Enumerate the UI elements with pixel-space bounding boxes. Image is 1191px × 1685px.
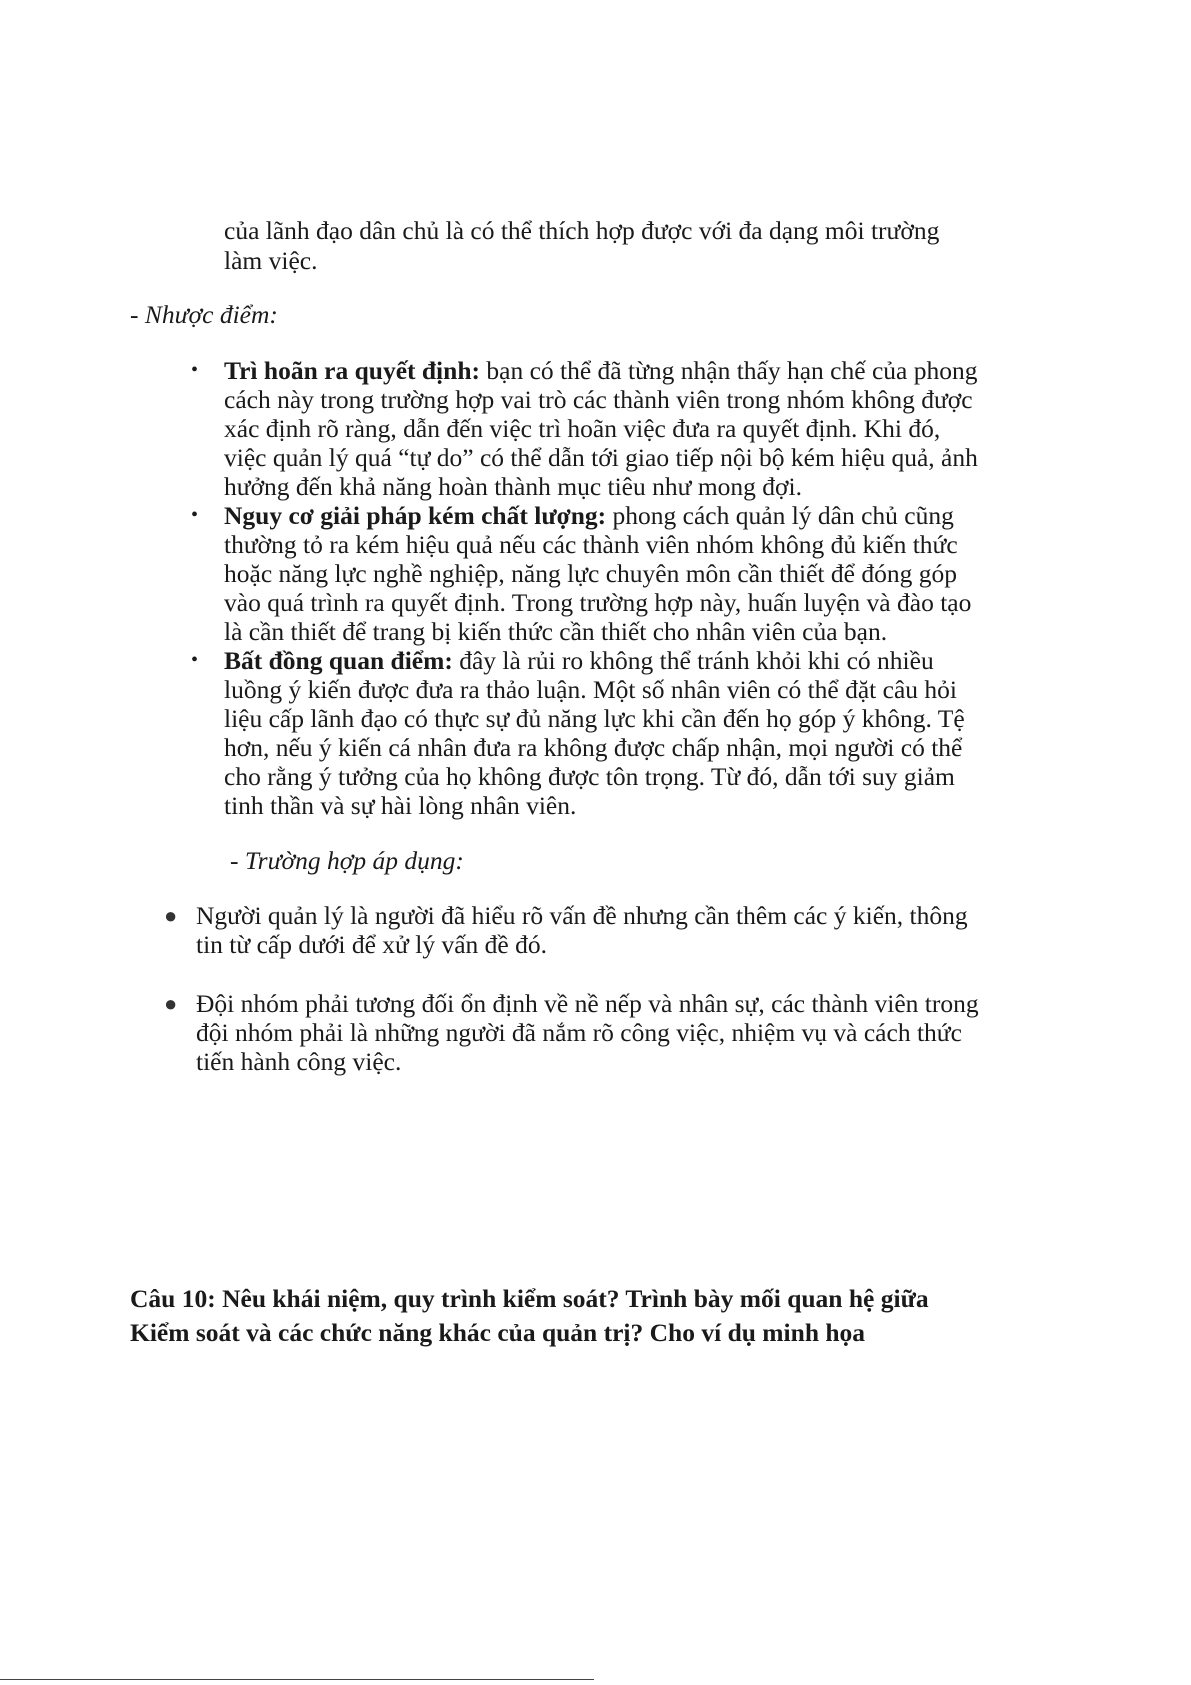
question-heading-line-1: Câu 10: Nêu khái niệm, quy trình kiểm soát? Trình bày mối quan hệ giữa	[130, 1284, 929, 1313]
disadvantage-item-2-title: Nguy cơ giải pháp kém chất lượng:	[224, 501, 607, 530]
disadvantage-item-1-line: cách này trong trường hợp vai trò các thành viên trong nhóm không được	[224, 385, 973, 414]
applicable-item-2-line: tiến hành công việc.	[196, 1047, 402, 1076]
disadvantage-item-3-line: liệu cấp lãnh đạo có thực sự đủ năng lực khi cần đến họ góp ý không. Tệ	[224, 704, 965, 733]
applicable-item-1-line: tin từ cấp dưới để xử lý vấn đề đó.	[196, 930, 547, 959]
disadvantage-item-2-line: vào quá trình ra quyết định. Trong trường hợp này, huấn luyện và đào tạo	[224, 588, 972, 617]
disadvantage-item-1-title: Trì hoãn ra quyết định:	[224, 356, 480, 385]
disadvantage-item-1-text: bạn có thể đã từng nhận thấy hạn chế của phong	[480, 356, 978, 385]
applicable-item-1-line: Người quản lý là người đã hiểu rõ vấn đề nhưng cần thêm các ý kiến, thông	[196, 901, 968, 930]
disadvantage-item-2-text: phong cách quản lý dân chủ cũng	[606, 501, 954, 530]
intro-line-2: làm việc.	[224, 246, 318, 275]
disadvantage-item-2-first-line	[224, 500, 954, 531]
intro-line-1: của lãnh đạo dân chủ là có thể thích hợp được với đa dạng môi trường	[224, 216, 940, 245]
bullet-icon: ●	[164, 903, 178, 928]
bullet-icon: •	[191, 504, 199, 526]
disadvantage-item-3-line: cho rằng ý tưởng của họ không được tôn trọng. Từ đó, dẫn tới suy giảm	[224, 762, 955, 791]
disadvantage-item-3-line: hơn, nếu ý kiến cá nhân đưa ra không được chấp nhận, mọi người có thể	[224, 733, 963, 762]
disadvantages-label: - Nhược điểm:	[130, 300, 278, 329]
disadvantage-item-2-line: hoặc năng lực nghề nghiệp, năng lực chuyên môn cần thiết để đóng góp	[224, 559, 957, 588]
disadvantage-item-2-line: là cần thiết để trang bị kiến thức cần thiết cho nhân viên của bạn.	[224, 617, 888, 646]
bullet-icon: ●	[164, 991, 178, 1016]
disadvantage-item-3-line: luồng ý kiến được đưa ra thảo luận. Một số nhân viên có thể đặt câu hỏi	[224, 675, 957, 704]
applicable-label: - Trường hợp áp dụng:	[230, 846, 464, 875]
question-heading-line-2: Kiểm soát và các chức năng khác của quản trị? Cho ví dụ minh họa	[130, 1318, 866, 1347]
disadvantage-item-1-first-line	[224, 355, 977, 386]
disadvantage-item-1-line: hưởng đến khả năng hoàn thành mục tiêu như mong đợi.	[224, 472, 802, 501]
applicable-item-2-line: đội nhóm phải là những người đã nắm rõ công việc, nhiệm vụ và cách thức	[196, 1018, 962, 1047]
disadvantage-item-3-first-line	[224, 645, 934, 676]
bullet-icon: •	[191, 649, 199, 671]
disadvantage-item-2-line: thường tỏ ra kém hiệu quả nếu các thành viên nhóm không đủ kiến thức	[224, 530, 958, 559]
disadvantage-item-3-title: Bất đồng quan điểm:	[224, 646, 453, 675]
applicable-item-2-line: Đội nhóm phải tương đối ổn định về nề nếp và nhân sự, các thành viên trong	[196, 989, 979, 1018]
disadvantage-item-3-line: tinh thần và sự hài lòng nhân viên.	[224, 791, 577, 820]
disadvantage-item-1-line: xác định rõ ràng, dẫn đến việc trì hoãn việc đưa ra quyết định. Khi đó,	[224, 414, 941, 443]
disadvantage-item-3-text: đây là rủi ro không thể tránh khỏi khi có nhiều	[452, 646, 934, 675]
disadvantage-item-1-line: việc quản lý quá “tự do” có thể dẫn tới giao tiếp nội bộ kém hiệu quả, ảnh	[224, 443, 978, 472]
footer-divider	[0, 1679, 594, 1680]
bullet-icon: •	[191, 359, 199, 381]
